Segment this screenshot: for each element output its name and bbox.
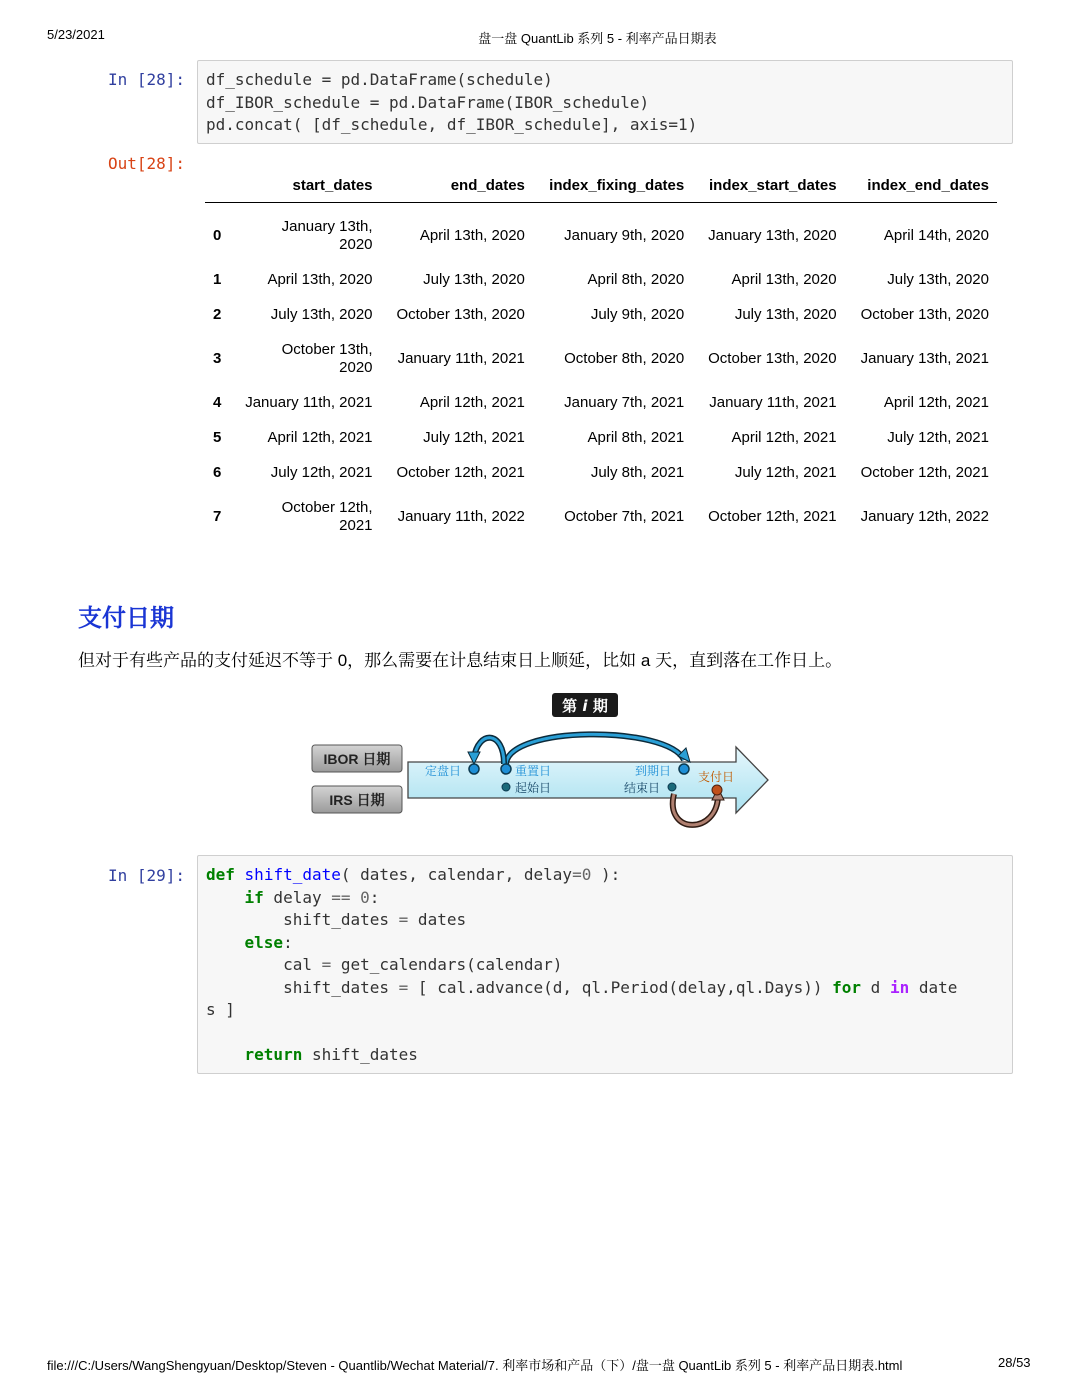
row-index: 6 xyxy=(213,463,222,481)
table-row xyxy=(205,332,997,385)
col-header-index xyxy=(205,168,229,203)
payment-date-label: 支付日 xyxy=(698,770,735,784)
table-cell: January 13th, 2020 xyxy=(708,226,837,244)
col-header: index_end_dates xyxy=(845,168,997,203)
table-cell: January 11th, 2021 xyxy=(709,393,837,411)
table-cell: October 12th, 2021 xyxy=(708,507,837,525)
table-cell: April 13th, 2020 xyxy=(731,270,837,288)
payment-date-diagram xyxy=(308,690,773,840)
table-row xyxy=(205,420,997,455)
table-cell: July 13th, 2020 xyxy=(734,305,837,323)
table-cell: July 13th, 2020 xyxy=(270,305,373,323)
code-28 xyxy=(198,61,1012,145)
table-cell: October 7th, 2021 xyxy=(564,507,685,525)
fixing-dot xyxy=(469,764,479,774)
row-index: 5 xyxy=(213,428,222,446)
table-cell: October 13th, 2020 xyxy=(396,305,525,323)
table-cell: April 14th, 2020 xyxy=(883,226,989,244)
section-paragraph: 但对于有些产品的支付延迟不等于 0，那么需要在计息结束日上顺延，比如 a 天，直到落在工作日上。 xyxy=(78,651,843,670)
fixing-date-label: 定盘日 xyxy=(425,764,462,778)
svg-text:IRS 日期: IRS 日期 xyxy=(329,792,385,808)
table-cell: January 11th, 2022 xyxy=(397,507,525,525)
period-arc xyxy=(506,734,684,765)
table-cell: October 12th, 2021 xyxy=(860,463,989,481)
maturity-date-label: 到期日 xyxy=(635,764,672,778)
code-cell-29[interactable] xyxy=(197,855,1013,1074)
start-date-label: 起始日 xyxy=(515,781,552,795)
code-cell-28[interactable] xyxy=(197,60,1013,144)
in-prompt-29: In [29]: xyxy=(108,866,186,885)
footer-page-number: 28/53 xyxy=(998,1355,1031,1370)
table-cell: July 12th, 2021 xyxy=(270,463,373,481)
table-cell: July 12th, 2021 xyxy=(887,428,989,446)
table-cell: January 12th, 2022 xyxy=(860,507,989,525)
table-cell: January 11th, 2021 xyxy=(245,393,373,411)
table-cell: July 12th, 2021 xyxy=(734,463,837,481)
page-title: 盘一盘 QuantLib 系列 5 - 利率产品日期表 xyxy=(478,31,717,46)
table-cell: July 13th, 2020 xyxy=(423,270,525,288)
table-cell: April 13th, 2020 xyxy=(419,226,525,244)
irs-label xyxy=(312,786,402,813)
reset-date-label: 重置日 xyxy=(515,764,552,778)
table-cell: April 12th, 2021 xyxy=(267,428,373,446)
table-cell: October 13th, 2020 xyxy=(708,349,837,367)
table-cell: July 8th, 2021 xyxy=(590,463,685,481)
svg-text:第 i 期: 第 i 期 xyxy=(562,697,608,715)
table-row xyxy=(205,203,997,263)
table-cell: July 9th, 2020 xyxy=(590,305,685,323)
reset-dot xyxy=(501,764,511,774)
table-cell: January 11th, 2021 xyxy=(397,349,525,367)
code-29: def shift_date( dates, calendar, delay=0 ): if delay == 0: shift_dates = dates else: cal = get_calendars(calendar) shift_dates = [ cal.advance(d, ql.Period(delay,ql.Days)) for d in date s ] return shift_dates xyxy=(206,865,958,1064)
col-header: index_fixing_dates xyxy=(533,168,692,203)
start-dot xyxy=(502,783,510,791)
table-cell: October 12th, 2021 xyxy=(396,463,525,481)
code-line: df_IBOR_schedule = pd.DataFrame(IBOR_schedule) xyxy=(206,92,650,112)
table-cell: October 13th, 2020 xyxy=(860,305,989,323)
row-index: 2 xyxy=(213,305,222,323)
table-cell: July 12th, 2021 xyxy=(423,428,525,446)
table-row xyxy=(205,385,997,420)
table-cell: April 12th, 2021 xyxy=(883,393,989,411)
col-header: index_start_dates xyxy=(692,168,844,203)
section-heading: 支付日期 xyxy=(78,605,174,632)
table-cell: April 13th, 2020 xyxy=(267,270,373,288)
payment-dot xyxy=(712,785,722,795)
table-cell: October 13th, 2020 xyxy=(281,340,373,376)
row-index: 0 xyxy=(213,226,222,244)
table-cell: January 13th, 2021 xyxy=(860,349,989,367)
ibor-label xyxy=(312,745,402,772)
svg-text:IBOR 日期: IBOR 日期 xyxy=(323,751,391,767)
table-cell: January 9th, 2020 xyxy=(564,226,685,244)
maturity-dot xyxy=(679,764,689,774)
table-header-row xyxy=(205,168,997,203)
dataframe-output xyxy=(205,168,997,543)
table-row xyxy=(205,262,997,297)
row-index: 3 xyxy=(213,349,222,367)
col-header: end_dates xyxy=(381,168,533,203)
row-index: 1 xyxy=(213,270,222,288)
footer-file-path: file:///C:/Users/WangShengyuan/Desktop/Steven - Quantlib/Wechat Material/7. 利率市场和产品（下）/盘一盘 QuantLib 系列 5 - 利率产品日期表.html xyxy=(47,1358,903,1373)
table-cell: April 12th, 2021 xyxy=(419,393,525,411)
table-cell: July 13th, 2020 xyxy=(887,270,989,288)
in-prompt-28: In [28]: xyxy=(108,70,186,89)
table-cell: October 8th, 2020 xyxy=(564,349,685,367)
out-prompt-28: Out[28]: xyxy=(108,154,186,173)
row-index: 7 xyxy=(213,507,222,525)
table-cell: April 12th, 2021 xyxy=(731,428,837,446)
row-index: 4 xyxy=(213,393,222,411)
print-date: 5/23/2021 xyxy=(47,27,105,42)
table-row xyxy=(205,490,997,543)
period-label xyxy=(552,693,618,717)
col-header: start_dates xyxy=(229,168,380,203)
table-cell: January 7th, 2021 xyxy=(564,393,685,411)
table-row xyxy=(205,297,997,332)
end-dot xyxy=(668,783,676,791)
code-line: pd.concat( [df_schedule, df_IBOR_schedule], axis=1) xyxy=(206,115,698,134)
end-date-label: 结束日 xyxy=(624,781,661,795)
table-row xyxy=(205,455,997,490)
table-cell: April 8th, 2020 xyxy=(587,270,685,288)
table-cell: January 13th, 2020 xyxy=(281,217,373,253)
table-cell: October 12th, 2021 xyxy=(281,498,373,534)
table-cell: April 8th, 2021 xyxy=(587,428,685,446)
code-line: df_schedule = pd.DataFrame(schedule) xyxy=(206,70,553,89)
